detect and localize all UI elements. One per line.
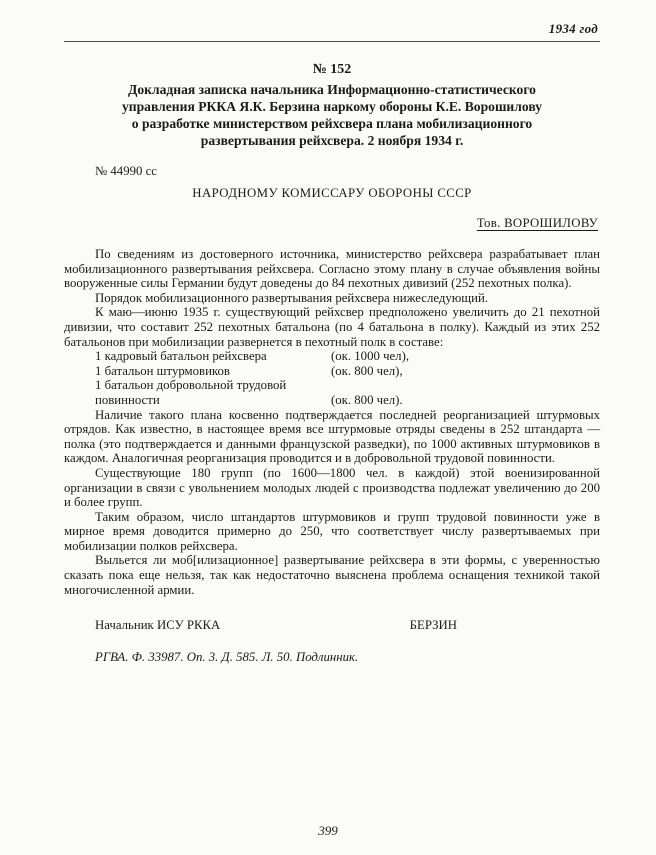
list-item-text: 1 батальон добровольной трудовой повинности (95, 378, 287, 407)
list-item-note: (ок. 800 чел), (331, 363, 403, 378)
document-body (64, 247, 600, 597)
doc-title (64, 81, 600, 149)
paragraph: Наличие такого плана косвенно подтверждается последней реорганизацией штурмовых отрядов. Как известно, в настоящее время все штурмовые отряды сведены в 252 штандарта — полка (это подтверждается и данными французской разведки), по 1000 активных штурмовиков в каждом. Аналогичная реорганизация проводится и в добровольной трудовой повинности. (64, 407, 600, 466)
battalion-list (64, 349, 600, 407)
list-item-text: 1 кадровый батальон рейхсвера (95, 349, 267, 364)
signature-position: Начальник ИСУ РККА (95, 618, 221, 633)
paragraph: Таким образом, число штандартов штурмовиков и групп трудовой повинности уже в мирное время доводится примерно до 250, что соответствует числу развертываемых при мобилизации полков рейхсвера. (64, 509, 600, 553)
addressee-name: Тов. ВОРОШИЛОВУ (476, 216, 598, 230)
paragraph: Порядок мобилизационного развертывания рейхсвера нижеследующий. (95, 290, 489, 305)
list-item-note: (ок. 1000 чел), (331, 349, 410, 364)
list-item (95, 349, 600, 364)
page-number: 399 (318, 823, 338, 838)
archive-reference: РГВА. Ф. 33987. Оп. 3. Д. 585. Л. 50. Подлинник. (95, 650, 359, 665)
paragraph: Выльется ли моб[илизационное] развертывание рейхсвера в эти формы, с уверенностью сказать пока еще нельзя, так как недостаточно выяснена проблема оснащения техникой такой многочисленной армии. (64, 553, 600, 597)
paragraph: Существующие 180 групп (по 1600—1800 чел. в каждой) этой военизированной организации в связи с увольнением молодых людей с производства подлежат увеличению до 200 и более групп. (64, 465, 600, 510)
doc-title-line: развертывания рейхсвера. 2 ноября 1934 г. (200, 133, 464, 148)
list-item (95, 364, 600, 379)
signature-name: БЕРЗИН (409, 618, 457, 633)
doc-title-line: о разработке министерством рейхсвера плана мобилизационного (131, 116, 533, 131)
addressee-name-row (64, 214, 600, 232)
addressee: НАРОДНОМУ КОМИССАРУ ОБОРОНЫ СССР (192, 186, 472, 200)
paragraph: По сведениям из достоверного источника, министерство рейхсвера разрабатывает план мобилизационного развертывания рейхсвера. Согласно этому плану в случае объявления войны вооруженные силы Германии будут доведены до 84 пехотных дивизий (252 пехотных полка). (64, 247, 600, 291)
doc-number: № 152 (312, 62, 352, 77)
signature-row (64, 618, 600, 633)
list-item-note: (ок. 800 чел). (331, 392, 403, 407)
list-item (95, 378, 600, 407)
paragraph: К маю—июню 1935 г. существующий рейхсвер предположено увеличить до 21 пехотной дивизии, что составит 252 пехотных батальона (по 4 батальона в полку). Каждый из этих 252 батальонов при мобилизации развернется в пехотный полк в составе: (64, 305, 600, 349)
year-label: 1934 год (548, 21, 598, 36)
doc-title-line: Докладная записка начальника Информационно-статистического (128, 82, 536, 97)
ref-number: № 44990 сс (95, 164, 157, 178)
page-header-rule (64, 20, 600, 42)
doc-title-line: управления РККА Я.К. Берзина наркому обороны К.Е. Ворошилову (121, 99, 543, 114)
list-item-text: 1 батальон штурмовиков (95, 363, 230, 378)
